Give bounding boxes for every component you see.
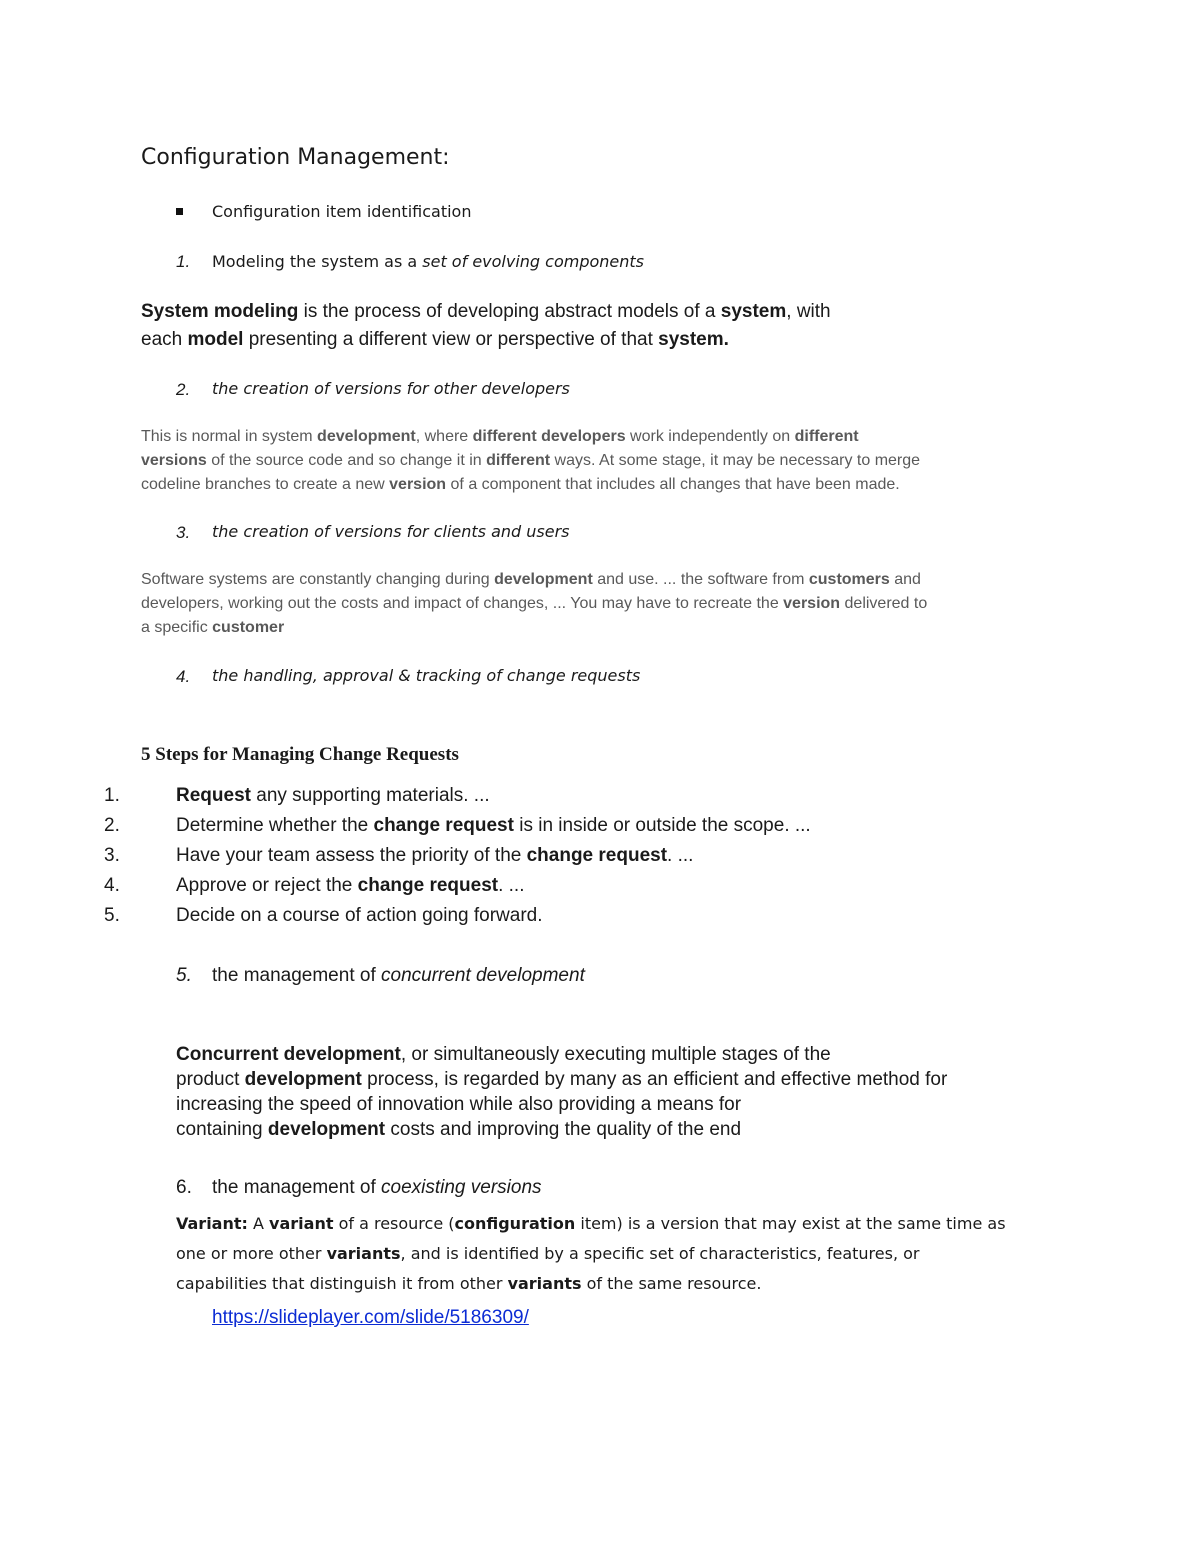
list-item-1 [176, 252, 190, 272]
step-number: 2. [104, 815, 120, 836]
list-item-1-text: Modeling the system as a set of evolving components [212, 252, 645, 271]
versions-developers-paragraph: This is normal in system development, where different developers work independently on different versions of the source code and so change it in different ways. At some stage, it may be necessary to merge codeline branches to create a new version of a component that includes all changes that have been made. [141, 428, 921, 493]
step-number: 1. [104, 785, 120, 806]
list-item-4-text: the handling, approval & tracking of change requests [212, 666, 641, 685]
step-number: 5. [104, 905, 120, 926]
steps-heading: 5 Steps for Managing Change Requests [141, 744, 459, 765]
bullet-item-text: Configuration item identification [212, 202, 472, 221]
list-number: 2. [176, 380, 191, 399]
list-item-6-text: the management of coexisting versions [212, 1177, 542, 1198]
step-text: Determine whether the change request is in inside or outside the scope. ... [176, 815, 811, 836]
slideplayer-link[interactable]: https://slideplayer.com/slide/5186309/ [212, 1307, 529, 1328]
list-item-2-text: the creation of versions for other developers [212, 379, 570, 398]
list-number: 4. [176, 667, 191, 686]
system-modeling-paragraph: System modeling is the process of developing abstract models of a system, with each model presenting a different view or perspective of that system. [141, 301, 831, 350]
step-text: Have your team assess the priority of the change request. ... [176, 845, 694, 866]
list-number: 1. [176, 252, 191, 271]
list-number: 5. [176, 965, 192, 986]
step-text: Approve or reject the change request. ... [176, 875, 525, 896]
variant-paragraph: Variant: A variant of a resource (configuration item) is a version that may exist at the same time as one or more other variants, and is identified by a specific set of characteristics, features, or capabilities that distinguish it from other variants of the same resource. [176, 1214, 1006, 1293]
list-number: 3. [176, 523, 191, 542]
concurrent-development-paragraph: Concurrent development, or simultaneously executing multiple stages of the product development process, is regarded by many as an efficient and effective method for increasing the speed of innovation while also providing a means for containing development costs and improving the quality of the end [176, 1044, 948, 1140]
step-text: Decide on a course of action going forward. [176, 905, 543, 926]
page-title: Configuration Management: [141, 145, 450, 170]
square-bullet-icon [176, 208, 183, 215]
list-number: 6. [176, 1177, 192, 1198]
step-number: 4. [104, 875, 120, 896]
list-item-3-text: the creation of versions for clients and users [212, 522, 570, 541]
list-item-5-text: the management of concurrent development [212, 965, 585, 986]
versions-clients-paragraph: Software systems are constantly changing during development and use. ... the software from customers and developers, working out the costs and impact of changes, ... You may have to recreate the version delivered to a specific customer [141, 571, 928, 636]
step-number: 3. [104, 845, 120, 866]
step-text: Request any supporting materials. ... [176, 785, 490, 806]
